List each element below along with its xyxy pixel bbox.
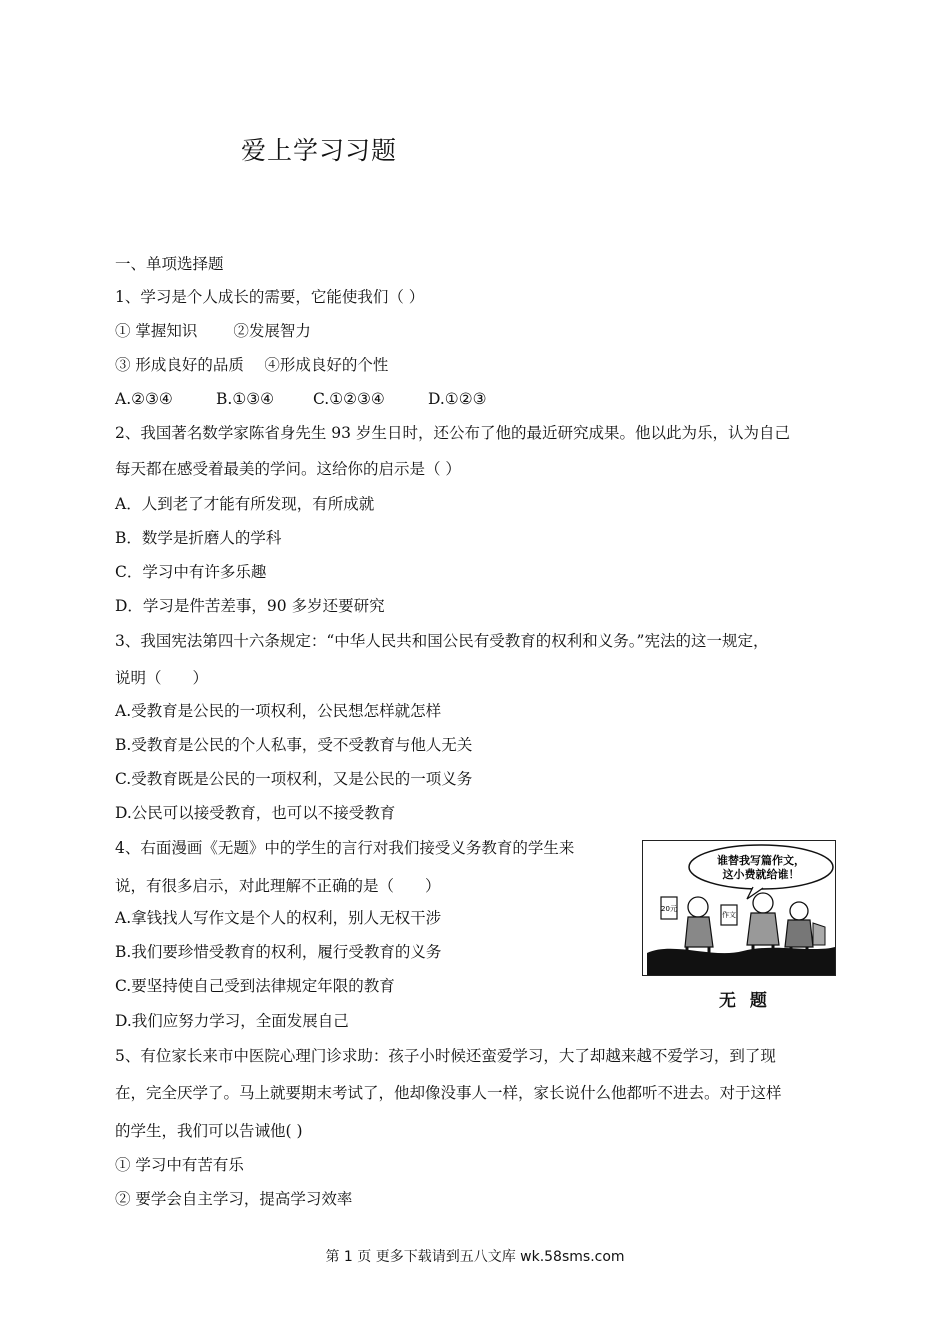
cartoon-bubble-line-2: 这小费就给谁！ (722, 868, 800, 881)
q3-option-d: D.公民可以接受教育，也可以不接受教育 (115, 804, 396, 822)
q4-option-b: B.我们要珍惜受教育的权利，履行受教育的义务 (115, 943, 442, 961)
q2-option-d: D．学习是件苦差事，90 多岁还要研究 (115, 597, 385, 615)
cartoon-drawing (643, 841, 836, 976)
q4-stem-1: 4、右面漫画《无题》中的学生的言行对我们接受义务教育的学生来 (115, 839, 575, 857)
q1-option-b: B.①③④ (216, 390, 275, 408)
q2-stem-2: 每天都在感受着最美的学问。这给你的启示是（ ） (115, 460, 461, 478)
cartoon-paper-label: 作文 (722, 911, 736, 919)
q1-items-a: ① 掌握知识 ②发展智力 (115, 322, 311, 340)
q5-stem-3: 的学生，我们可以告诫他( ) (115, 1122, 303, 1140)
q3-stem-1: 3、我国宪法第四十六条规定：“中华人民共和国公民有受教育的权利和义务。”宪法的这一规定， (115, 632, 769, 650)
q2-option-a: A．人到老了才能有所发现，有所成就 (115, 495, 375, 513)
q4-stem-2: 说，有很多启示，对此理解不正确的是（ ） (115, 877, 441, 895)
section-heading: 一、单项选择题 (115, 255, 224, 273)
q1-stem: 1、学习是个人成长的需要，它能使我们（ ） (115, 288, 425, 306)
q5-stem-2: 在，完全厌学了。马上就要期末考试了，他却像没事人一样，家长说什么他都听不进去。对于这样 (115, 1084, 782, 1102)
page-title: 爱上学习习题 (241, 136, 398, 165)
q3-option-a: A.受教育是公民的一项权利，公民想怎样就怎样 (115, 702, 442, 720)
q2-option-b: B．数学是折磨人的学科 (115, 529, 282, 547)
q2-stem-1: 2、我国著名数学家陈省身先生 93 岁生日时，还公布了他的最近研究成果。他以此为乐，认为自己 (115, 424, 790, 442)
cartoon-image (642, 840, 836, 976)
q1-options (115, 389, 487, 409)
q1-option-c: C.①②③④ (313, 390, 385, 408)
page-footer: 第 1 页 更多下载请到五八文库 wk.58sms.com (325, 1249, 625, 1265)
q3-option-c: C.受教育既是公民的一项权利，又是公民的一项义务 (115, 770, 473, 788)
cartoon-money-note: 20元 (661, 905, 677, 913)
q5-item-1: ① 学习中有苦有乐 (115, 1156, 244, 1174)
q1-option-d: D.①②③ (428, 390, 487, 408)
q1-items-b: ③ 形成良好的品质 ④形成良好的个性 (115, 356, 389, 374)
q4-option-a: A.拿钱找人写作文是个人的权利，别人无权干涉 (115, 909, 442, 927)
q4-option-d: D.我们应努力学习，全面发展自己 (115, 1012, 349, 1030)
q4-option-c: C.要坚持使自己受到法律规定年限的教育 (115, 977, 395, 995)
q3-stem-2: 说明（ ） (115, 669, 209, 687)
q3-option-b: B.受教育是公民的个人私事，受不受教育与他人无关 (115, 736, 473, 754)
q5-stem-1: 5、有位家长来市中医院心理门诊求助：孩子小时候还蛮爱学习，大了却越来越不爱学习，到了现 (115, 1047, 776, 1065)
cartoon-caption: 无 题 (719, 991, 771, 1011)
q5-item-2: ② 要学会自主学习，提高学习效率 (115, 1190, 353, 1208)
cartoon-bubble-line-1: 谁替我写篇作文， (717, 854, 805, 867)
q2-option-c: C．学习中有许多乐趣 (115, 563, 267, 581)
q1-option-a: A.②③④ (115, 390, 173, 408)
